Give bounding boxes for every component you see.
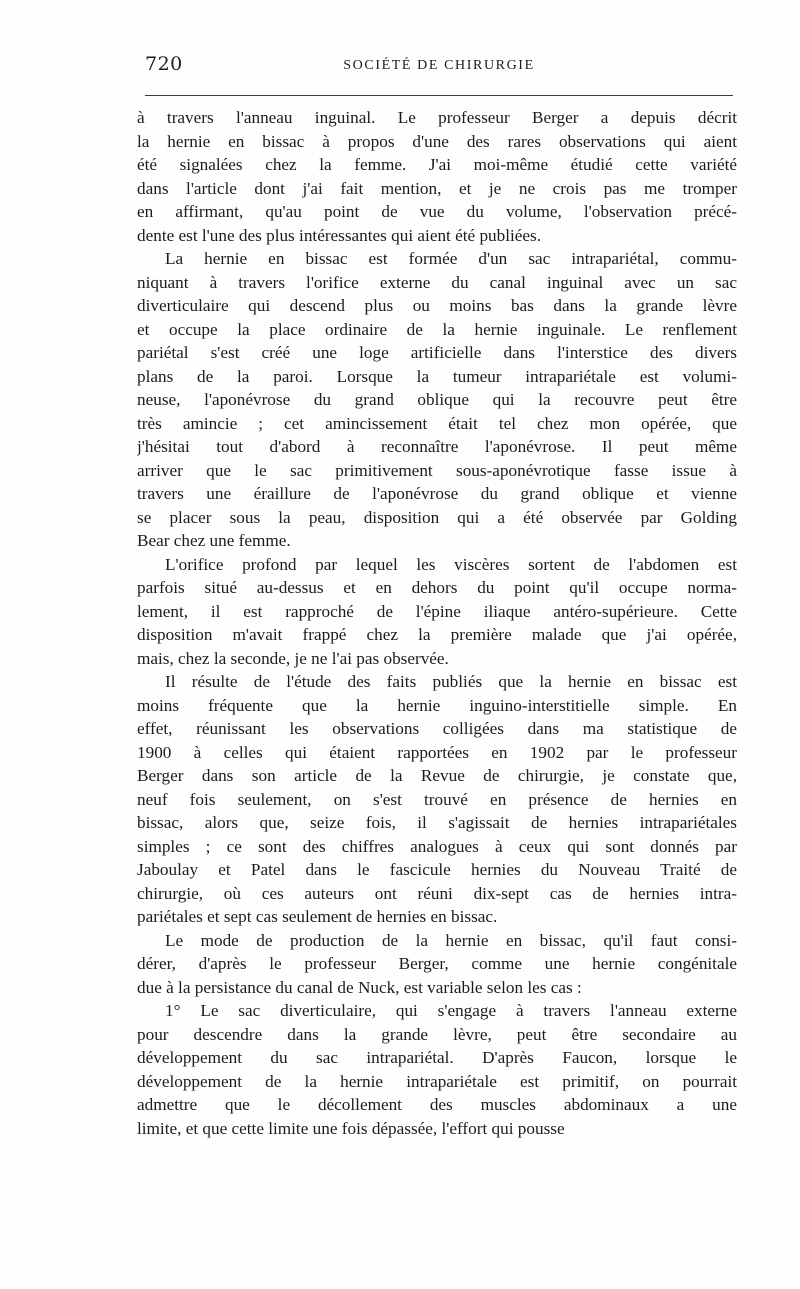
body-text (137, 106, 737, 1140)
text-line: pariétal s'est créé une loge artificielle dans l'interstice des divers (137, 343, 737, 362)
text-line: 1° Le sac diverticulaire, qui s'engage à travers l'anneau externe (165, 1001, 737, 1020)
text-line: se placer sous la peau, disposition qui a été observée par Golding (137, 507, 737, 527)
text-line: développement du sac intrapariétal. D'après Faucon, lorsque le (137, 1048, 737, 1067)
page-header (145, 53, 733, 87)
header-rule (145, 95, 733, 96)
page-number: 720 (145, 53, 183, 75)
text-line: simples ; ce sont des chiffres analogues à ceux qui sont donnés par (137, 836, 737, 856)
text-line: dérer, d'après le professeur Berger, comme une hernie congénitale (137, 954, 737, 973)
text-line: à travers l'anneau inguinal. Le professeur Berger a depuis décrit (137, 108, 737, 127)
text-line: diverticulaire qui descend plus ou moins bas dans la grande lèvre (137, 296, 737, 315)
text-line: pour descendre dans la grande lèvre, peut être secondaire au (137, 1024, 737, 1044)
text-line: été signalées chez la femme. J'ai moi-même étudié cette variété (137, 155, 737, 174)
text-line: mais, chez la seconde, je ne l'ai pas observée. (137, 648, 449, 668)
text-line: neuf fois seulement, on s'est trouvé en présence de hernies en (137, 789, 737, 809)
text-line: disposition m'avait frappé chez la première malade que j'ai opérée, (137, 625, 737, 644)
paragraph (137, 670, 737, 929)
paragraph (137, 247, 737, 553)
text-line: développement de la hernie intrapariétale est primitif, on pourrait (137, 1071, 737, 1091)
text-line: chirurgie, où ces auteurs ont réuni dix-sept cas de hernies intra- (137, 883, 737, 903)
text-line: admettre que le décollement des muscles abdominaux a une (137, 1095, 737, 1114)
text-line: arriver que le sac primitivement sous-aponévrotique fasse issue à (137, 460, 737, 480)
text-line: limite, et que cette limite une fois dépassée, l'effort qui pousse (137, 1118, 565, 1138)
text-line: niquant à travers l'orifice externe du canal inguinal avec un sac (137, 272, 737, 292)
text-line: bissac, alors que, seize fois, il s'agissait de hernies intrapariétales (137, 813, 737, 832)
text-line: plans de la paroi. Lorsque la tumeur intrapariétale est volumi- (137, 366, 737, 386)
text-line: et occupe la place ordinaire de la hernie inguinale. Le renflement (137, 319, 737, 339)
paragraph (137, 929, 737, 1000)
text-line: Bear chez une femme. (137, 531, 291, 550)
paragraph (137, 999, 737, 1140)
text-line: parfois situé au-dessus et en dehors du point qu'il occupe norma- (137, 578, 737, 597)
text-line: travers une éraillure de l'aponévrose du grand oblique et vienne (137, 484, 737, 503)
text-line: lement, il est rapproché de l'épine iliaque antéro-supérieure. Cette (137, 601, 737, 621)
text-line: Berger dans son article de la Revue de chirurgie, je constate que, (137, 766, 737, 785)
text-line: Le mode de production de la hernie en bissac, qu'il faut consi- (165, 930, 737, 950)
text-line: Jaboulay et Patel dans le fascicule hernies du Nouveau Traité de (137, 860, 737, 879)
text-line: en affirmant, qu'au point de vue du volume, l'observation précé- (137, 202, 737, 221)
text-line: j'hésitai tout d'abord à reconnaître l'aponévrose. Il peut même (137, 437, 737, 456)
running-head: SOCIÉTÉ DE CHIRURGIE (343, 58, 535, 73)
text-line: Il résulte de l'étude des faits publiés que la hernie en bissac est (165, 672, 737, 691)
text-line: moins fréquente que la hernie inguino-interstitielle simple. En (137, 695, 737, 715)
text-line: pariétales et sept cas seulement de hernies en bissac. (137, 907, 498, 926)
text-line: la hernie en bissac à propos d'une des rares observations qui aient (137, 131, 737, 151)
text-line: effet, réunissant les observations colligées dans ma statistique de (137, 719, 737, 738)
text-line: très amincie ; cet amincissement était tel chez mon opérée, que (137, 413, 737, 433)
text-line: due à la persistance du canal de Nuck, est variable selon les cas : (137, 977, 582, 997)
paragraph (137, 106, 737, 247)
text-line: dans l'article dont j'ai fait mention, et je ne crois pas me tromper (137, 178, 737, 198)
text-line: dente est l'une des plus intéressantes qui aient été publiées. (137, 225, 542, 245)
text-line: 1900 à celles qui étaient rapportées en 1902 par le professeur (137, 742, 737, 762)
text-line: L'orifice profond par lequel les viscères sortent de l'abdomen est (165, 554, 737, 574)
text-line: La hernie en bissac est formée d'un sac intrapariétal, commu- (165, 249, 737, 268)
text-line: neuse, l'aponévrose du grand oblique qui la recouvre peut être (137, 390, 737, 409)
paragraph (137, 553, 737, 671)
